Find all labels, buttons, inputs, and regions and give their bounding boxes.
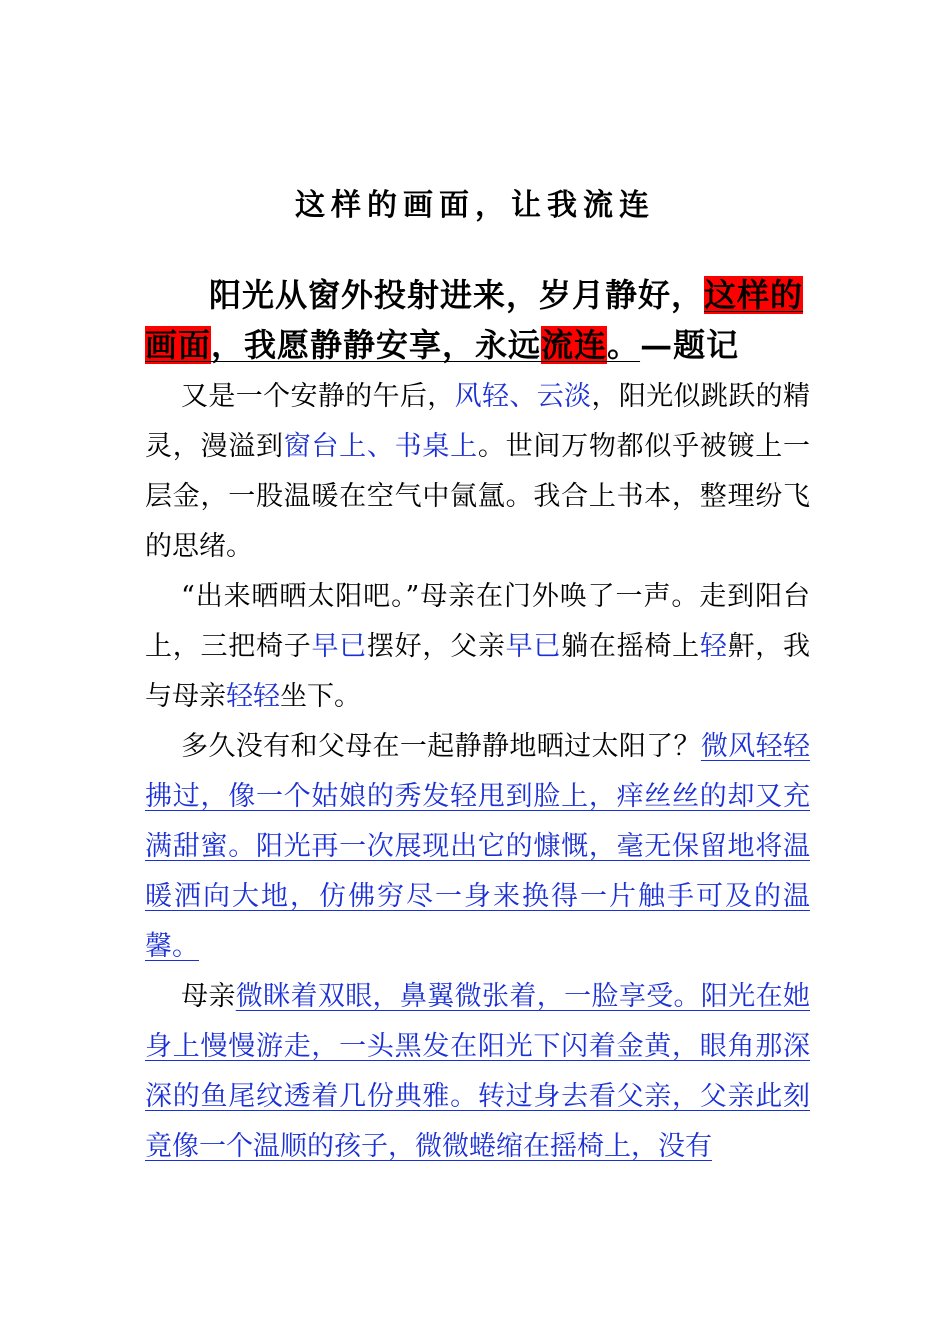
p2-annotated-h: 轻轻 [226, 681, 280, 712]
paragraph-4 [145, 972, 810, 1172]
p3-annotated-b: 微风轻轻拂过，像一个姑娘的秀发轻甩到脸上，痒丝丝的却又充满甜蜜。阳光再一次展现出它的慷慨，毫无保留地将温暖洒向大地，仿佛穷尽一身来换得一片触手可及的温馨。 [145, 731, 811, 962]
p4-text-a: 母亲 [181, 981, 236, 1012]
p2-annotated-b: 早已 [311, 631, 367, 662]
p2-text-e: 躺在摇椅上 [561, 631, 700, 662]
p2-text-a: “出来晒晒太阳吧。”母亲在门外唤了一声。走到阳台上，三把椅子 [145, 581, 810, 662]
p2-text-i: 坐下。 [280, 681, 361, 712]
paragraph-1 [145, 372, 810, 572]
epigraph [145, 270, 810, 370]
p3-text-a: 多久没有和父母在一起静静地晒过太阳了？ [181, 731, 701, 762]
epigraph-highlight-2: 流连 [541, 326, 608, 364]
p1-annotated-d: 窗台上、书桌上 [283, 431, 478, 462]
p4-annotated-b: 微眯着双眼，鼻翼微张着，一脸享受。阳光在她身上慢慢游走，一头黑发在阳光下闪着金黄，眼角那深深的鱼尾纹透着几份典雅。转过身去看父亲，父亲此刻竟像一个温顺的孩子，微微蜷缩在摇椅上，没有 [145, 981, 811, 1162]
epigraph-text-2: ，我愿静静安享，永远 [211, 326, 542, 364]
essay-body [145, 372, 810, 1172]
epigraph-text-3: 。 [607, 326, 641, 364]
essay-title: 这样的画面，让我流连 [295, 188, 655, 223]
epigraph-highlight-1: 这样的画面 [145, 276, 804, 364]
p1-text-a: 又是一个安静的午后， [181, 381, 455, 412]
p1-text-c: ，阳光似跳跃的精灵，漫溢到 [145, 381, 811, 462]
p2-annotated-f: 轻 [699, 631, 728, 662]
paragraph-3 [145, 722, 810, 972]
epigraph-attribution: —题记 [640, 326, 740, 364]
p1-text-e: 。世间万物都似乎被镀上一层金，一股温暖在空气中氤氲。我合上书本，整理纷飞的思绪。 [145, 431, 811, 562]
p1-annotated-b: 风轻、云淡 [454, 381, 592, 412]
epigraph-text-1: 阳光从窗外投射进来，岁月静好， [209, 276, 705, 314]
paragraph-2 [145, 572, 810, 722]
p2-annotated-d: 早已 [505, 631, 562, 662]
p2-text-c: 摆好，父亲 [366, 631, 506, 662]
p2-text-g: 鼾，我与母亲 [145, 631, 811, 712]
